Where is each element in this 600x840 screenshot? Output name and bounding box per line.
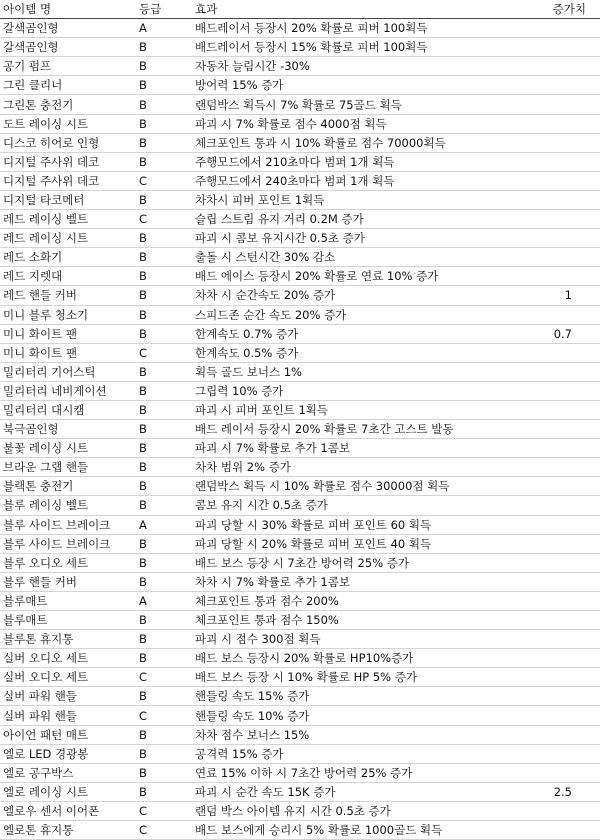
table-row <box>0 572 600 591</box>
item-name-cell: 브라운 그랩 핸들 <box>0 458 136 477</box>
grade-cell: B <box>136 114 192 133</box>
effect-cell: 주행모드에서 240초마다 범퍼 1개 획득 <box>192 171 529 190</box>
increase-cell <box>529 821 600 840</box>
effect-cell: 배드 보스에게 승리시 5% 확률로 1000골드 획득 <box>192 821 529 840</box>
item-name-cell: 엘로 LED 경광봉 <box>0 744 136 763</box>
increase-cell <box>529 611 600 630</box>
grade-cell: B <box>136 458 192 477</box>
increase-cell <box>529 57 600 76</box>
item-name-cell: 실버 오디오 세트 <box>0 668 136 687</box>
table-body <box>0 19 600 840</box>
effect-cell: 파괴 시 콤보 유지시간 0.5초 증가 <box>192 229 529 248</box>
effect-cell: 파괴 당할 시 30% 확률로 피버 포인트 60 획득 <box>192 515 529 534</box>
increase-cell <box>529 19 600 38</box>
table-row <box>0 630 600 649</box>
increase-cell <box>529 515 600 534</box>
item-name-cell: 블루 핸들 커버 <box>0 572 136 591</box>
effect-cell: 랜덤 박스 아이템 유지 시간 0.5초 증가 <box>192 801 529 820</box>
grade-cell: B <box>136 439 192 458</box>
item-name-cell: 레드 소화기 <box>0 248 136 267</box>
item-name-cell: 공기 펌프 <box>0 57 136 76</box>
increase-cell <box>529 763 600 782</box>
header-effect: 효과 <box>192 0 529 19</box>
item-name-cell: 엘로 레이싱 시트 <box>0 782 136 801</box>
item-name-cell: 블루톤 휴지통 <box>0 630 136 649</box>
table-row <box>0 57 600 76</box>
increase-cell: 1 <box>529 286 600 305</box>
effect-cell: 획득 골드 보너스 1% <box>192 362 529 381</box>
item-name-cell: 밀리터리 네비게이션 <box>0 381 136 400</box>
item-name-cell: 블루 오디오 세트 <box>0 553 136 572</box>
table-row <box>0 152 600 171</box>
item-name-cell: 디지털 주사위 데코 <box>0 152 136 171</box>
table-row <box>0 744 600 763</box>
increase-cell <box>529 553 600 572</box>
increase-cell <box>529 400 600 419</box>
item-name-cell: 밀리터리 기어스틱 <box>0 362 136 381</box>
item-name-cell: 엘로 공구박스 <box>0 763 136 782</box>
effect-cell: 파괴 당할 시 20% 확률로 피버 포인트 40 획득 <box>192 534 529 553</box>
increase-cell <box>529 190 600 209</box>
grade-cell: B <box>136 248 192 267</box>
grade-cell: B <box>136 630 192 649</box>
grade-cell: B <box>136 420 192 439</box>
table-row <box>0 687 600 706</box>
effect-cell: 연료 15% 이하 시 7초간 방어력 25% 증가 <box>192 763 529 782</box>
table-row <box>0 381 600 400</box>
effect-cell: 랜덤박스 획득시 7% 확률로 75골드 획득 <box>192 95 529 114</box>
table-row <box>0 171 600 190</box>
item-name-cell: 북극곰인형 <box>0 420 136 439</box>
table-row <box>0 458 600 477</box>
increase-cell <box>529 95 600 114</box>
increase-cell <box>529 572 600 591</box>
effect-cell: 체크포인트 통과 시 10% 확률로 점수 70000획득 <box>192 133 529 152</box>
grade-cell: B <box>136 649 192 668</box>
item-name-cell: 레드 레이싱 시트 <box>0 229 136 248</box>
effect-cell: 파괴 시 7% 확률로 점수 4000점 획득 <box>192 114 529 133</box>
table-row <box>0 229 600 248</box>
effect-cell: 주행모드에서 210초마다 범퍼 1개 획득 <box>192 152 529 171</box>
increase-cell <box>529 420 600 439</box>
item-name-cell: 그린톤 충전기 <box>0 95 136 114</box>
grade-cell: B <box>136 782 192 801</box>
grade-cell: B <box>136 286 192 305</box>
header-increase: 증가치 <box>529 0 600 19</box>
effect-cell: 배드 에이스 등장시 20% 확률로 연료 10% 증가 <box>192 267 529 286</box>
grade-cell: B <box>136 267 192 286</box>
increase-cell <box>529 362 600 381</box>
header-item-name: 아이템 명 <box>0 0 136 19</box>
effect-cell: 공격력 15% 증가 <box>192 744 529 763</box>
grade-cell: B <box>136 496 192 515</box>
item-name-cell: 미니 화이트 팬 <box>0 324 136 343</box>
table-row <box>0 668 600 687</box>
grade-cell: B <box>136 744 192 763</box>
grade-cell: B <box>136 572 192 591</box>
item-name-cell: 레드 레이싱 벨트 <box>0 210 136 229</box>
increase-cell <box>529 381 600 400</box>
table-row <box>0 420 600 439</box>
effect-cell: 차차 시 7% 확률로 추가 1콤보 <box>192 572 529 591</box>
grade-cell: A <box>136 591 192 610</box>
grade-cell: B <box>136 400 192 419</box>
effect-cell: 슬립 스트림 유지 거리 0.2M 증가 <box>192 210 529 229</box>
grade-cell: B <box>136 725 192 744</box>
table-row <box>0 611 600 630</box>
item-name-cell: 디지털 주사위 데코 <box>0 171 136 190</box>
increase-cell <box>529 706 600 725</box>
grade-cell: B <box>136 152 192 171</box>
table-row <box>0 763 600 782</box>
grade-cell: B <box>136 477 192 496</box>
grade-cell: B <box>136 324 192 343</box>
item-name-cell: 블루매트 <box>0 591 136 610</box>
grade-cell: C <box>136 706 192 725</box>
grade-cell: B <box>136 611 192 630</box>
increase-cell <box>529 439 600 458</box>
grade-cell: B <box>136 305 192 324</box>
item-name-cell: 블루 사이드 브레이크 <box>0 534 136 553</box>
grade-cell: B <box>136 229 192 248</box>
table-row <box>0 649 600 668</box>
item-name-cell: 디스코 히어로 인형 <box>0 133 136 152</box>
item-name-cell: 아이언 패턴 매트 <box>0 725 136 744</box>
effect-cell: 배드레이서 등장시 20% 확률로 피버 100획득 <box>192 19 529 38</box>
increase-cell <box>529 725 600 744</box>
table-row <box>0 95 600 114</box>
grade-cell: B <box>136 38 192 57</box>
grade-cell: C <box>136 210 192 229</box>
grade-cell: B <box>136 76 192 95</box>
grade-cell: B <box>136 57 192 76</box>
item-name-cell: 밀리터리 대시캠 <box>0 400 136 419</box>
effect-cell: 체크포인트 통과 점수 150% <box>192 611 529 630</box>
increase-cell <box>529 38 600 57</box>
effect-cell: 배드 보스 등장 시 7초간 방어력 25% 증가 <box>192 553 529 572</box>
increase-cell <box>529 133 600 152</box>
increase-cell <box>529 496 600 515</box>
effect-cell: 배드레이서 등장시 15% 확률로 피버 100획득 <box>192 38 529 57</box>
table-row <box>0 534 600 553</box>
table-row <box>0 190 600 209</box>
increase-cell <box>529 630 600 649</box>
increase-cell <box>529 744 600 763</box>
effect-cell: 출돌 시 스턴시간 30% 감소 <box>192 248 529 267</box>
increase-cell <box>529 801 600 820</box>
increase-cell <box>529 210 600 229</box>
grade-cell: B <box>136 190 192 209</box>
header-row <box>0 0 600 19</box>
increase-cell <box>529 305 600 324</box>
grade-cell: B <box>136 95 192 114</box>
increase-cell <box>529 687 600 706</box>
item-name-cell: 실버 파워 핸들 <box>0 687 136 706</box>
item-name-cell: 엘로톤 휴지통 <box>0 821 136 840</box>
effect-cell: 배드 보스 등장 시 10% 확률로 HP 5% 증가 <box>192 668 529 687</box>
grade-cell: A <box>136 515 192 534</box>
effect-cell: 배드 보스 등장시 20% 확률로 HP10%증가 <box>192 649 529 668</box>
effect-cell: 자동차 늘림시간 -30% <box>192 57 529 76</box>
table-row <box>0 821 600 840</box>
item-name-cell: 엘로우 센서 이어폰 <box>0 801 136 820</box>
increase-cell <box>529 171 600 190</box>
effect-cell: 핸들링 속도 10% 증가 <box>192 706 529 725</box>
table-row <box>0 515 600 534</box>
effect-cell: 파괴 시 점수 300점 획득 <box>192 630 529 649</box>
table-row <box>0 801 600 820</box>
table-row <box>0 400 600 419</box>
effect-cell: 차차 범위 2% 증가 <box>192 458 529 477</box>
grade-cell: B <box>136 763 192 782</box>
grade-cell: B <box>136 381 192 400</box>
effect-cell: 스피드존 순간 속도 20% 증가 <box>192 305 529 324</box>
item-name-cell: 갈색곰인형 <box>0 19 136 38</box>
increase-cell <box>529 534 600 553</box>
item-name-cell: 도트 레이싱 시트 <box>0 114 136 133</box>
table-row <box>0 553 600 572</box>
effect-cell: 차차 시 순간속도 20% 증가 <box>192 286 529 305</box>
grade-cell: C <box>136 801 192 820</box>
item-name-cell: 디지털 타코메터 <box>0 190 136 209</box>
increase-cell <box>529 591 600 610</box>
header-grade: 등급 <box>136 0 192 19</box>
increase-cell <box>529 114 600 133</box>
item-name-cell: 그린 클리너 <box>0 76 136 95</box>
increase-cell <box>529 267 600 286</box>
table-row <box>0 133 600 152</box>
grade-cell: B <box>136 534 192 553</box>
increase-cell <box>529 458 600 477</box>
grade-cell: B <box>136 133 192 152</box>
effect-cell: 파괴 시 순간 속도 15K 증가 <box>192 782 529 801</box>
table-row <box>0 19 600 38</box>
effect-cell: 그립력 10% 증가 <box>192 381 529 400</box>
item-name-cell: 미니 화이트 팬 <box>0 343 136 362</box>
grade-cell: B <box>136 362 192 381</box>
grade-cell: B <box>136 553 192 572</box>
table-row <box>0 76 600 95</box>
increase-cell: 0.7 <box>529 324 600 343</box>
effect-cell: 차차시 피버 포인트 1획득 <box>192 190 529 209</box>
item-name-cell: 실버 파워 핸들 <box>0 706 136 725</box>
effect-cell: 파괴 시 7% 확률로 추가 1콤보 <box>192 439 529 458</box>
effect-cell: 방어력 15% 증가 <box>192 76 529 95</box>
effect-cell: 체크포인트 통과 점수 200% <box>192 591 529 610</box>
effect-cell: 핸들링 속도 15% 증가 <box>192 687 529 706</box>
table-row <box>0 782 600 801</box>
table-row <box>0 305 600 324</box>
effect-cell: 한계속도 0.5% 증가 <box>192 343 529 362</box>
table-row <box>0 248 600 267</box>
grade-cell: A <box>136 19 192 38</box>
grade-cell: C <box>136 668 192 687</box>
increase-cell <box>529 668 600 687</box>
grade-cell: C <box>136 821 192 840</box>
effect-cell: 랜덤박스 획득 시 10% 확률로 점수 30000점 획득 <box>192 477 529 496</box>
item-name-cell: 미니 블루 청소기 <box>0 305 136 324</box>
item-name-cell: 레드 지렛대 <box>0 267 136 286</box>
increase-cell <box>529 477 600 496</box>
grade-cell: C <box>136 343 192 362</box>
table-row <box>0 725 600 744</box>
effect-cell: 한계속도 0.7% 증가 <box>192 324 529 343</box>
table-row <box>0 324 600 343</box>
effect-cell: 콤보 유지 시간 0.5초 증가 <box>192 496 529 515</box>
table-row <box>0 362 600 381</box>
item-name-cell: 블루 레이싱 벨트 <box>0 496 136 515</box>
table-row <box>0 706 600 725</box>
grade-cell: B <box>136 687 192 706</box>
item-name-cell: 블루매트 <box>0 611 136 630</box>
increase-cell <box>529 76 600 95</box>
item-name-cell: 실버 오디오 세트 <box>0 649 136 668</box>
increase-cell <box>529 229 600 248</box>
table-row <box>0 38 600 57</box>
item-name-cell: 불꽃 레이싱 시트 <box>0 439 136 458</box>
table-row <box>0 286 600 305</box>
increase-cell <box>529 343 600 362</box>
grade-cell: C <box>136 171 192 190</box>
increase-cell: 2.5 <box>529 782 600 801</box>
item-name-cell: 블랙톤 충전기 <box>0 477 136 496</box>
increase-cell <box>529 152 600 171</box>
effect-cell: 배드 레이서 등장시 20% 확률로 7초간 고스트 발동 <box>192 420 529 439</box>
table-row <box>0 439 600 458</box>
table-row <box>0 343 600 362</box>
table-row <box>0 210 600 229</box>
effect-cell: 차차 점수 보너스 15% <box>192 725 529 744</box>
table-row <box>0 477 600 496</box>
table-row <box>0 114 600 133</box>
effect-cell: 파괴 시 피버 포인트 1획득 <box>192 400 529 419</box>
table-row <box>0 591 600 610</box>
item-name-cell: 레드 핸들 커버 <box>0 286 136 305</box>
item-name-cell: 블루 사이드 브레이크 <box>0 515 136 534</box>
increase-cell <box>529 649 600 668</box>
table-row <box>0 496 600 515</box>
increase-cell <box>529 248 600 267</box>
item-name-cell: 갈색곰인형 <box>0 38 136 57</box>
table-row <box>0 267 600 286</box>
